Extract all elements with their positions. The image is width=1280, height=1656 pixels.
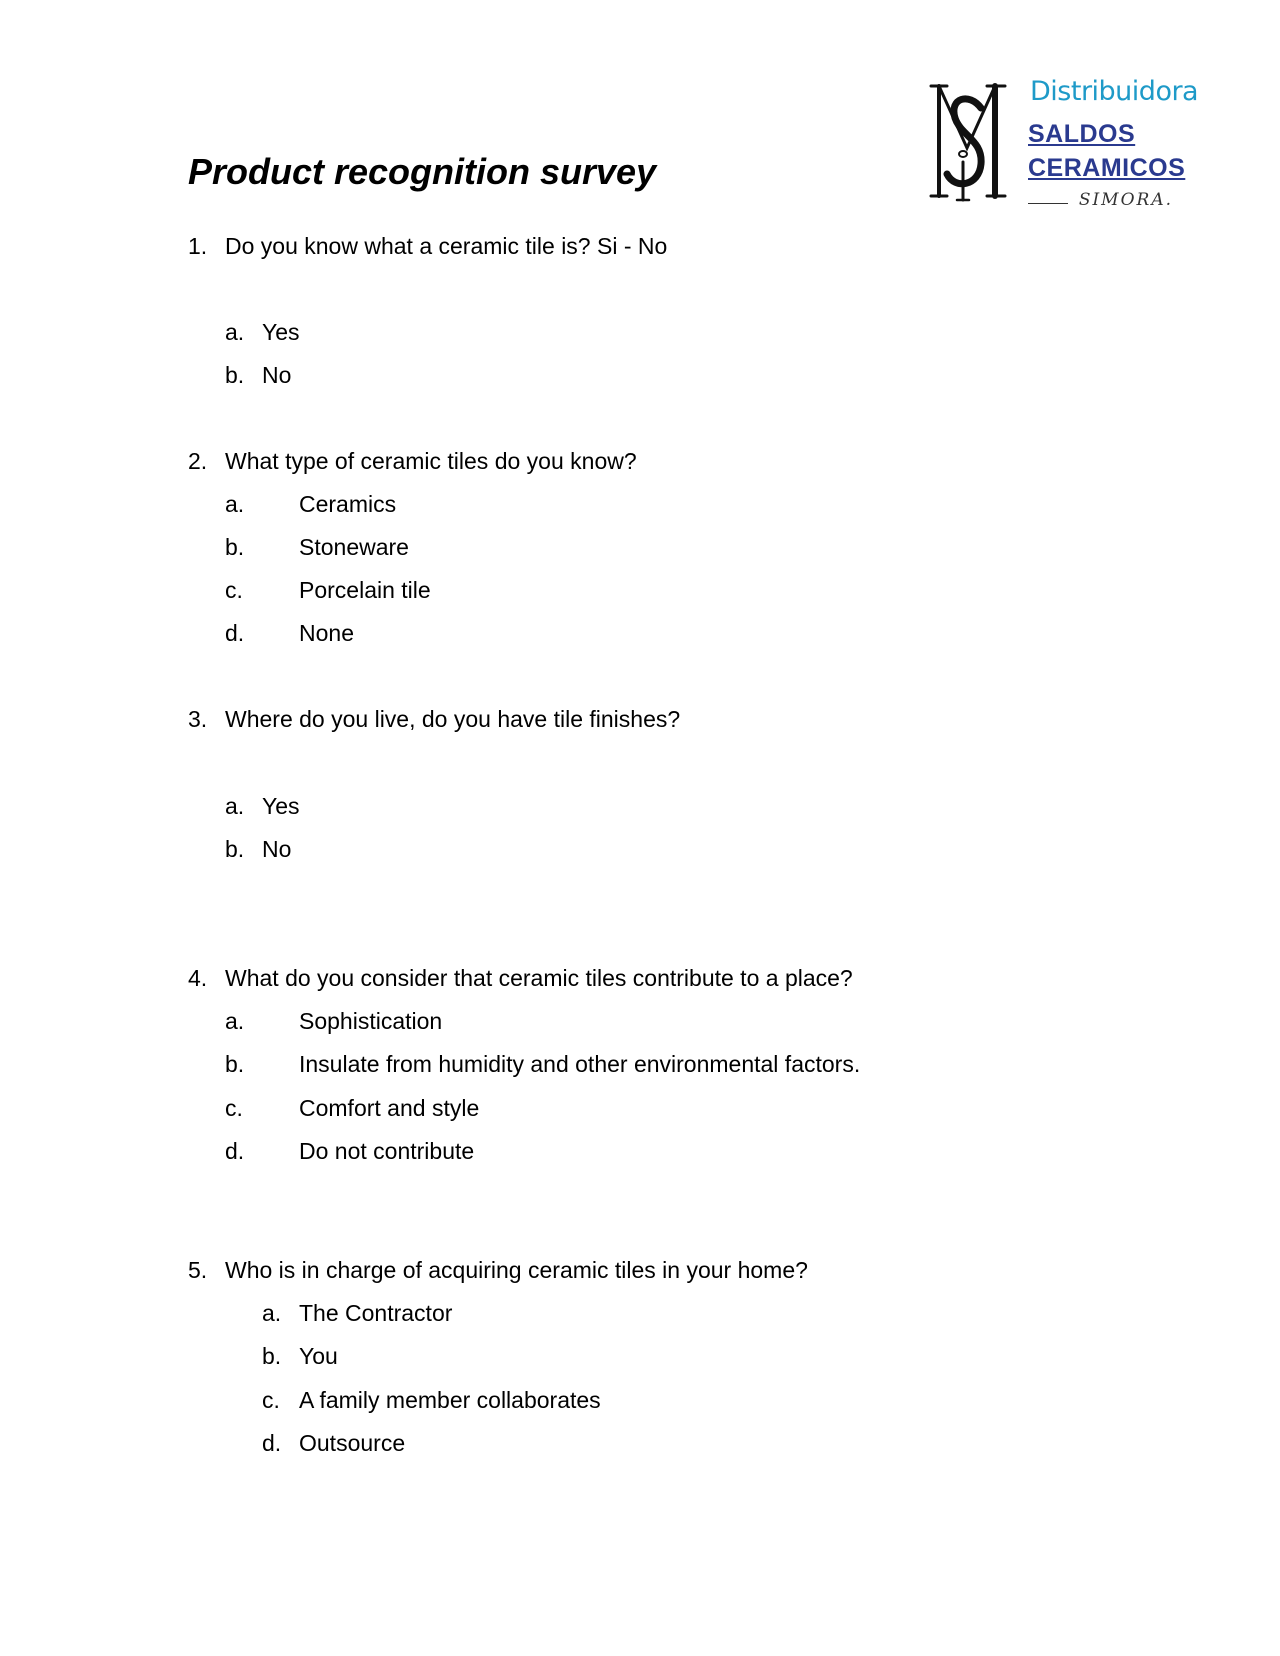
- option-text: Porcelain tile: [299, 577, 431, 603]
- question-number: 4.: [188, 965, 208, 991]
- option-text: No: [262, 836, 292, 862]
- option-text: Stoneware: [299, 534, 409, 560]
- option-marker: a.: [225, 491, 245, 517]
- option-text: You: [299, 1343, 338, 1369]
- option-marker: a.: [225, 319, 245, 345]
- option-marker: d.: [225, 1138, 245, 1164]
- sm-monogram-icon: [925, 78, 1010, 208]
- page-title: Product recognition survey: [188, 151, 657, 192]
- question-text: Who is in charge of acquiring ceramic tiles in your home?: [225, 1257, 808, 1283]
- option-marker: d.: [262, 1430, 282, 1456]
- option-text: Comfort and style: [299, 1095, 480, 1121]
- option-marker: b.: [225, 1051, 245, 1077]
- option-marker: b.: [225, 836, 245, 862]
- option-marker: a.: [225, 1008, 245, 1034]
- question-number: 2.: [188, 448, 208, 474]
- option-marker: a.: [262, 1300, 282, 1326]
- logo-simora-text: SIMORA.: [1078, 190, 1173, 210]
- logo-distribuidora-text: Distribuidora: [1030, 76, 1199, 107]
- option-marker: c.: [225, 1095, 243, 1121]
- option-text: Yes: [262, 793, 300, 819]
- option-text: Ceramics: [299, 491, 397, 517]
- question-number: 1.: [188, 233, 208, 259]
- logo-saldos-text: SALDOS: [1028, 120, 1136, 148]
- option-text: The Contractor: [299, 1300, 453, 1326]
- option-text: Insulate from humidity and other environmental factors.: [299, 1051, 861, 1077]
- question-text: Where do you live, do you have tile finishes?: [225, 706, 681, 732]
- option-text: Do not contribute: [299, 1138, 475, 1164]
- option-marker: a.: [225, 793, 245, 819]
- option-text: Outsource: [299, 1430, 406, 1456]
- question-text: Do you know what a ceramic tile is? Si - No: [225, 233, 668, 259]
- question-text: What type of ceramic tiles do you know?: [225, 448, 637, 474]
- question-text: What do you consider that ceramic tiles contribute to a place?: [225, 965, 853, 991]
- option-marker: c.: [262, 1387, 280, 1413]
- option-marker: b.: [225, 534, 245, 560]
- option-text: Yes: [262, 319, 300, 345]
- option-text: No: [262, 362, 292, 388]
- question-number: 5.: [188, 1257, 208, 1283]
- question-number: 3.: [188, 706, 208, 732]
- option-text: A family member collaborates: [299, 1387, 601, 1413]
- option-text: Sophistication: [299, 1008, 443, 1034]
- option-text: None: [299, 620, 354, 646]
- option-marker: c.: [225, 577, 243, 603]
- option-marker: b.: [262, 1343, 282, 1369]
- logo-ceramicos-text: CERAMICOS: [1028, 154, 1186, 182]
- option-marker: d.: [225, 620, 245, 646]
- option-marker: b.: [225, 362, 245, 388]
- company-logo: [925, 58, 1215, 228]
